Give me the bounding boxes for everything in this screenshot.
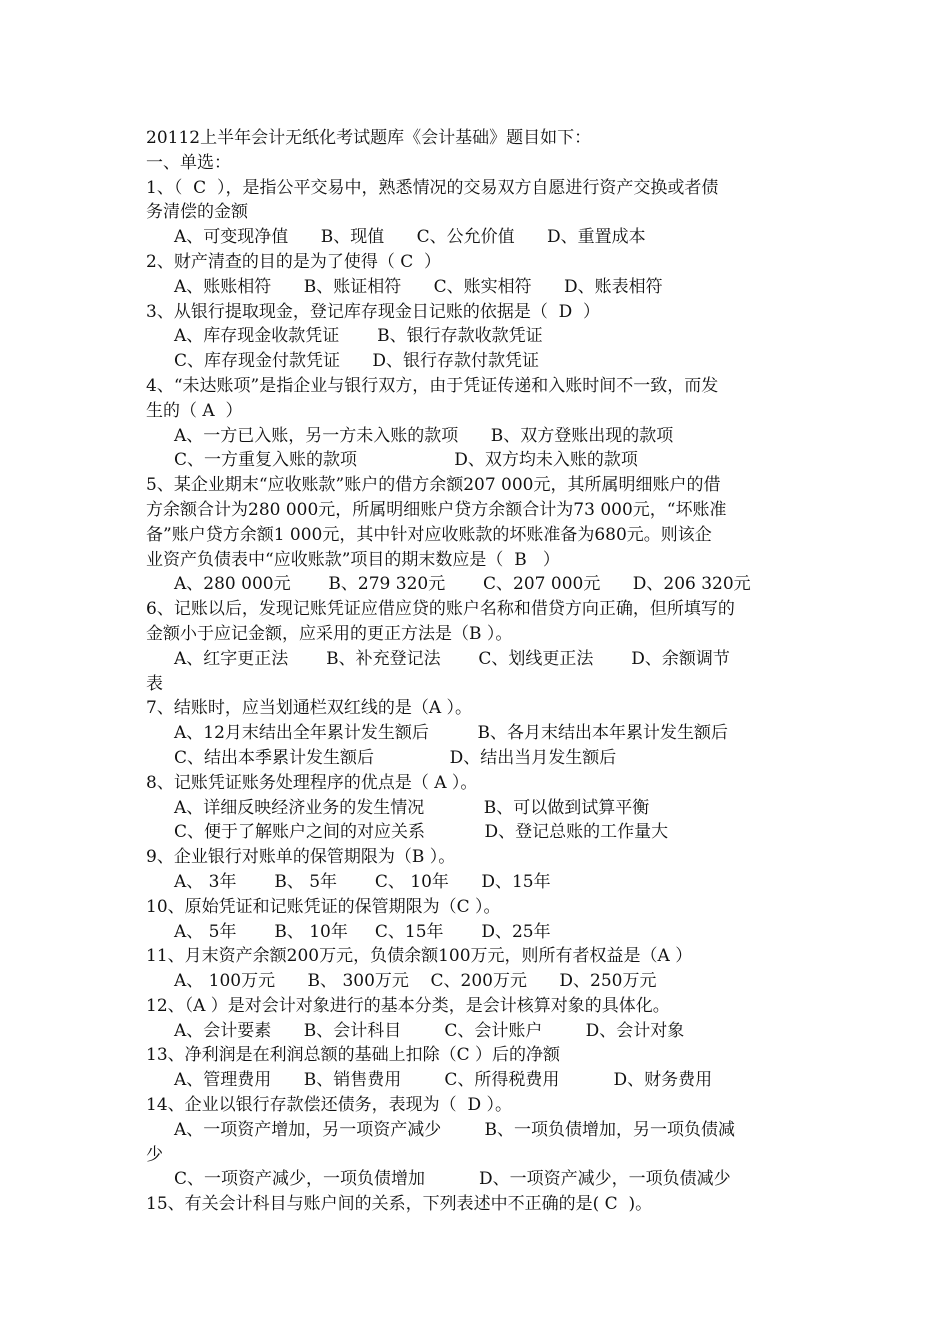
answer-options-line: A、详细反映经济业务的发生情况 B、可以做到试算平衡 bbox=[174, 797, 650, 818]
question-text-line: 12、（A ）是对会计对象进行的基本分类，是会计核算对象的具体化。 bbox=[146, 995, 670, 1016]
question-text-line: 方余额合计为280 000元，所属明细账户贷方余额合计为73 000元，“坏账准 bbox=[146, 499, 727, 520]
question-text-line: 表 bbox=[146, 673, 163, 694]
document-page bbox=[146, 126, 816, 1217]
answer-options-line: A、可变现净值 B、现值 C、公允价值 D、重置成本 bbox=[174, 227, 646, 248]
answer-options-line: A、管理费用 B、销售费用 C、所得税费用 D、财务费用 bbox=[174, 1070, 713, 1091]
document-title: 20112上半年会计无纸化考试题库《会计基础》题目如下： bbox=[146, 128, 592, 148]
answer-options-line: A、 100万元 B、 300万元 C、200万元 D、250万元 bbox=[174, 971, 657, 992]
question-text-line: 15、有关会计科目与账户间的关系，下列表述中不正确的是( C )。 bbox=[146, 1194, 653, 1215]
answer-options-line: C、便于了解账户之间的对应关系 D、登记总账的工作量大 bbox=[174, 822, 669, 843]
answer-options-line: C、一方重复入账的款项 D、双方均未入账的款项 bbox=[174, 450, 638, 471]
question-text-line: 7、结账时，应当划通栏双红线的是（A ）。 bbox=[146, 698, 472, 719]
answer-options-line: C、库存现金付款凭证 D、银行存款付款凭证 bbox=[174, 351, 540, 372]
question-text-line: 2、财产清查的目的是为了使得（ C ） bbox=[146, 251, 442, 272]
question-text-line: 13、净利润是在利润总额的基础上扣除（C ）后的净额 bbox=[146, 1045, 561, 1066]
answer-options-line: A、会计要素 B、会计科目 C、会计账户 D、会计对象 bbox=[174, 1020, 685, 1041]
question-text-line: 业资产负债表中“应收账款”项目的期末数应是（ B ） bbox=[146, 549, 560, 570]
question-text-line: 10、原始凭证和记账凭证的保管期限为（C ）。 bbox=[146, 896, 501, 917]
question-text-line: 6、记账以后，发现记账凭证应借应贷的账户名称和借贷方向正确，但所填写的 bbox=[146, 599, 735, 620]
answer-options-line: A、12月末结出全年累计发生额后 B、各月末结出本年累计发生额后 bbox=[174, 723, 729, 744]
answer-options-line: A、库存现金收款凭证 B、银行存款收款凭证 bbox=[174, 326, 543, 347]
question-text-line: 少 bbox=[146, 1144, 163, 1165]
question-text-line: 备”账户贷方余额1 000元，其中针对应收账款的坏账准备为680元。则该企 bbox=[146, 524, 712, 545]
answer-options-line: A、 3年 B、 5年 C、 10年 D、15年 bbox=[174, 871, 551, 892]
answer-options-line: A、红字更正法 B、补充登记法 C、划线更正法 D、余额调节 bbox=[174, 648, 730, 669]
question-text-line: 务清偿的金额 bbox=[146, 202, 248, 223]
section-heading: 一、单选： bbox=[146, 152, 231, 173]
answer-options-line: A、280 000元 B、279 320元 C、207 000元 D、206 320元 bbox=[174, 574, 751, 595]
question-text-line: 生的（ A ） bbox=[146, 400, 243, 421]
question-text-line: 8、记账凭证账务处理程序的优点是（ A ）。 bbox=[146, 772, 478, 793]
answer-options-line: C、结出本季累计发生额后 D、结出当月发生额后 bbox=[174, 747, 617, 768]
question-text-line: 11、月末资产余额200万元，负债余额100万元，则所有者权益是（A ） bbox=[146, 946, 693, 967]
question-text-line: 5、某企业期末“应收账款”账户的借方余额207 000元，其所属明细账户的借 bbox=[146, 475, 721, 496]
question-text-line: 3、从银行提取现金，登记库存现金日记账的依据是（ D ） bbox=[146, 301, 601, 322]
answer-options-line: C、一项资产减少，一项负债增加 D、一项资产减少，一项负债减少 bbox=[174, 1169, 731, 1190]
answer-options-line: A、账账相符 B、账证相符 C、账实相符 D、账表相符 bbox=[174, 276, 663, 297]
question-text-line: 14、企业以银行存款偿还债务，表现为（ D ）。 bbox=[146, 1095, 512, 1116]
answer-options-line: A、一方已入账，另一方未入账的款项 B、双方登账出现的款项 bbox=[174, 425, 674, 446]
answer-options-line: A、一项资产增加，另一项资产减少 B、一项负债增加，另一项负债减 bbox=[174, 1119, 735, 1140]
question-text-line: 9、企业银行对账单的保管期限为（B ）。 bbox=[146, 847, 456, 868]
question-list bbox=[146, 176, 816, 1217]
question-text-line: 1、（ C ），是指公平交易中，熟悉情况的交易双方自愿进行资产交换或者债 bbox=[146, 177, 719, 198]
question-text-line: 金额小于应记金额，应采用的更正方法是（B ）。 bbox=[146, 623, 513, 644]
answer-options-line: A、 5年 B、 10年 C、15年 D、25年 bbox=[174, 921, 551, 942]
question-text-line: 4、“未达账项”是指企业与银行双方，由于凭证传递和入账时间不一致，而发 bbox=[146, 375, 719, 396]
